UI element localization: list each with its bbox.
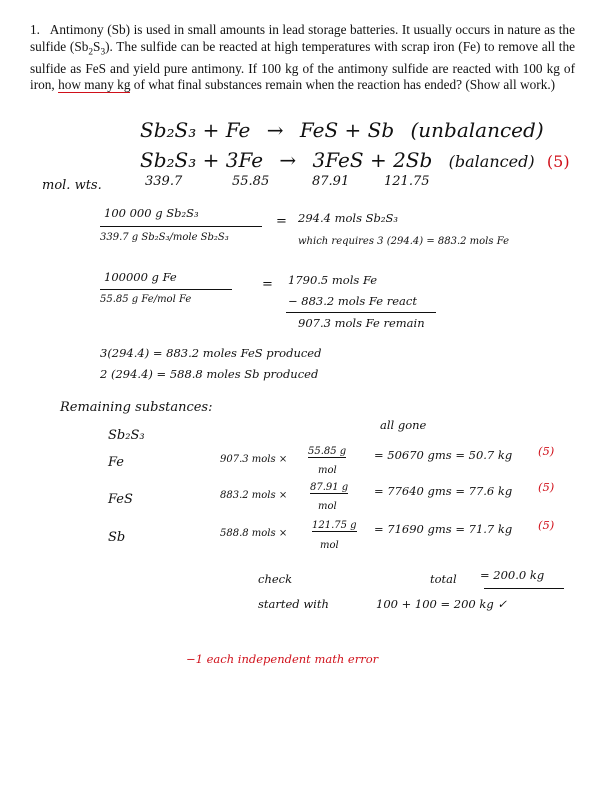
started-label: started with xyxy=(258,597,329,611)
emphasis-how-many-kg: how many kg xyxy=(58,77,131,93)
remaining-result: = 50670 gms = 50.7 kg xyxy=(374,448,513,462)
factor-numerator: 121.75 g xyxy=(312,520,357,531)
total-value: = 200.0 kg xyxy=(480,568,545,582)
calc1-result: 294.4 mols Sb₂S₃ xyxy=(298,211,398,225)
subtraction-line xyxy=(286,312,436,313)
factor-denominator: mol xyxy=(320,540,339,551)
remaining-calc: 588.8 mols × xyxy=(220,528,288,539)
calc2-numerator: 100000 g Fe xyxy=(104,270,177,284)
mol-wts-label: mol. wts. xyxy=(42,178,102,193)
problem-text-1: Antimony (Sb) is used in small amounts in lead storage batteries. It usually occurs in nature as the sulfide (Sb xyxy=(30,22,575,54)
problem-text-s: S xyxy=(93,38,101,54)
equation-unbalanced xyxy=(140,118,544,142)
arrow: → xyxy=(266,118,284,142)
balanced-rhs: 3FeS + 2Sb xyxy=(312,148,433,172)
factor-numerator: 87.91 g xyxy=(310,482,349,493)
calc2-equals: = xyxy=(262,277,273,292)
subscript-3: 3 xyxy=(100,47,106,58)
remaining-header: Remaining substances: xyxy=(60,400,213,415)
calc1-numerator: 100 000 g Sb₂S₃ xyxy=(104,206,199,220)
remaining-name: Fe xyxy=(108,455,125,470)
calc1-denominator: 339.7 g Sb₂S₃/mole Sb₂S₃ xyxy=(100,232,229,243)
unbalanced-rhs: FeS + Sb xyxy=(299,118,395,142)
mol-wt-fe: 55.85 xyxy=(232,174,270,189)
remaining-name: FeS xyxy=(108,492,133,507)
unbalanced-lhs: Sb₂S₃ + Fe xyxy=(140,118,251,142)
problem-text-2: ). The sulfide can be reacted at high temperatures with scrap iron (Fe) to remove all the sulfide as FeS and yield pure antimony. If 100 kg of the antimony sulfide are reacted with 100 kg of iron, xyxy=(30,38,575,93)
unbalanced-note: (unbalanced) xyxy=(410,118,544,142)
calc1-requires: which requires 3 (294.4) = 883.2 mols Fe xyxy=(298,236,510,247)
arrow: → xyxy=(279,148,297,172)
points-badge: (5) xyxy=(538,518,555,532)
total-label: total xyxy=(430,572,457,586)
fraction-bar xyxy=(100,226,262,227)
calc2-result: 1790.5 mols Fe xyxy=(288,273,378,287)
mol-wt-sb2s3: 339.7 xyxy=(145,174,183,189)
remaining-calc: 883.2 mols × xyxy=(220,490,288,501)
calc1-equals: = xyxy=(276,214,287,229)
factor-denominator: mol xyxy=(318,501,337,512)
factor-denominator: mol xyxy=(318,465,337,476)
problem-text-3: of what final substances remain when the reaction has ended? (Show all work.) xyxy=(133,77,556,93)
remaining-name: Sb₂S₃ xyxy=(108,428,145,443)
balanced-lhs: Sb₂S₃ + 3Fe xyxy=(140,148,264,172)
started-value: 100 + 100 = 200 kg ✓ xyxy=(376,597,508,611)
check-label: check xyxy=(258,572,293,586)
points-badge: (5) xyxy=(538,480,555,494)
problem-number: 1. xyxy=(30,22,40,37)
remaining-calc: 907.3 mols × xyxy=(220,454,288,465)
fraction-bar xyxy=(100,289,232,290)
points-badge: (5) xyxy=(546,152,570,171)
total-underline xyxy=(484,588,564,589)
remaining-name: Sb xyxy=(108,530,126,545)
remaining-result: = 71690 gms = 71.7 kg xyxy=(374,522,513,536)
produced-sb: 2 (294.4) = 588.8 moles Sb produced xyxy=(100,367,319,381)
points-badge: (5) xyxy=(538,444,555,458)
balanced-note: (balanced) xyxy=(448,152,535,171)
equation-balanced xyxy=(140,148,570,172)
grading-note: −1 each independent math error xyxy=(186,652,379,666)
mol-wt-sb: 121.75 xyxy=(384,174,430,189)
problem-statement xyxy=(30,22,575,94)
subscript-2: 2 xyxy=(88,47,94,58)
mol-wt-fes: 87.91 xyxy=(312,174,350,189)
calc2-react: − 883.2 mols Fe react xyxy=(288,294,417,308)
calc2-denominator: 55.85 g Fe/mol Fe xyxy=(100,294,192,305)
remaining-result: all gone xyxy=(380,418,427,432)
produced-fes: 3(294.4) = 883.2 moles FeS produced xyxy=(100,346,322,360)
calc2-remain: 907.3 mols Fe remain xyxy=(298,316,425,330)
remaining-result: = 77640 gms = 77.6 kg xyxy=(374,484,513,498)
factor-numerator: 55.85 g xyxy=(308,446,347,457)
